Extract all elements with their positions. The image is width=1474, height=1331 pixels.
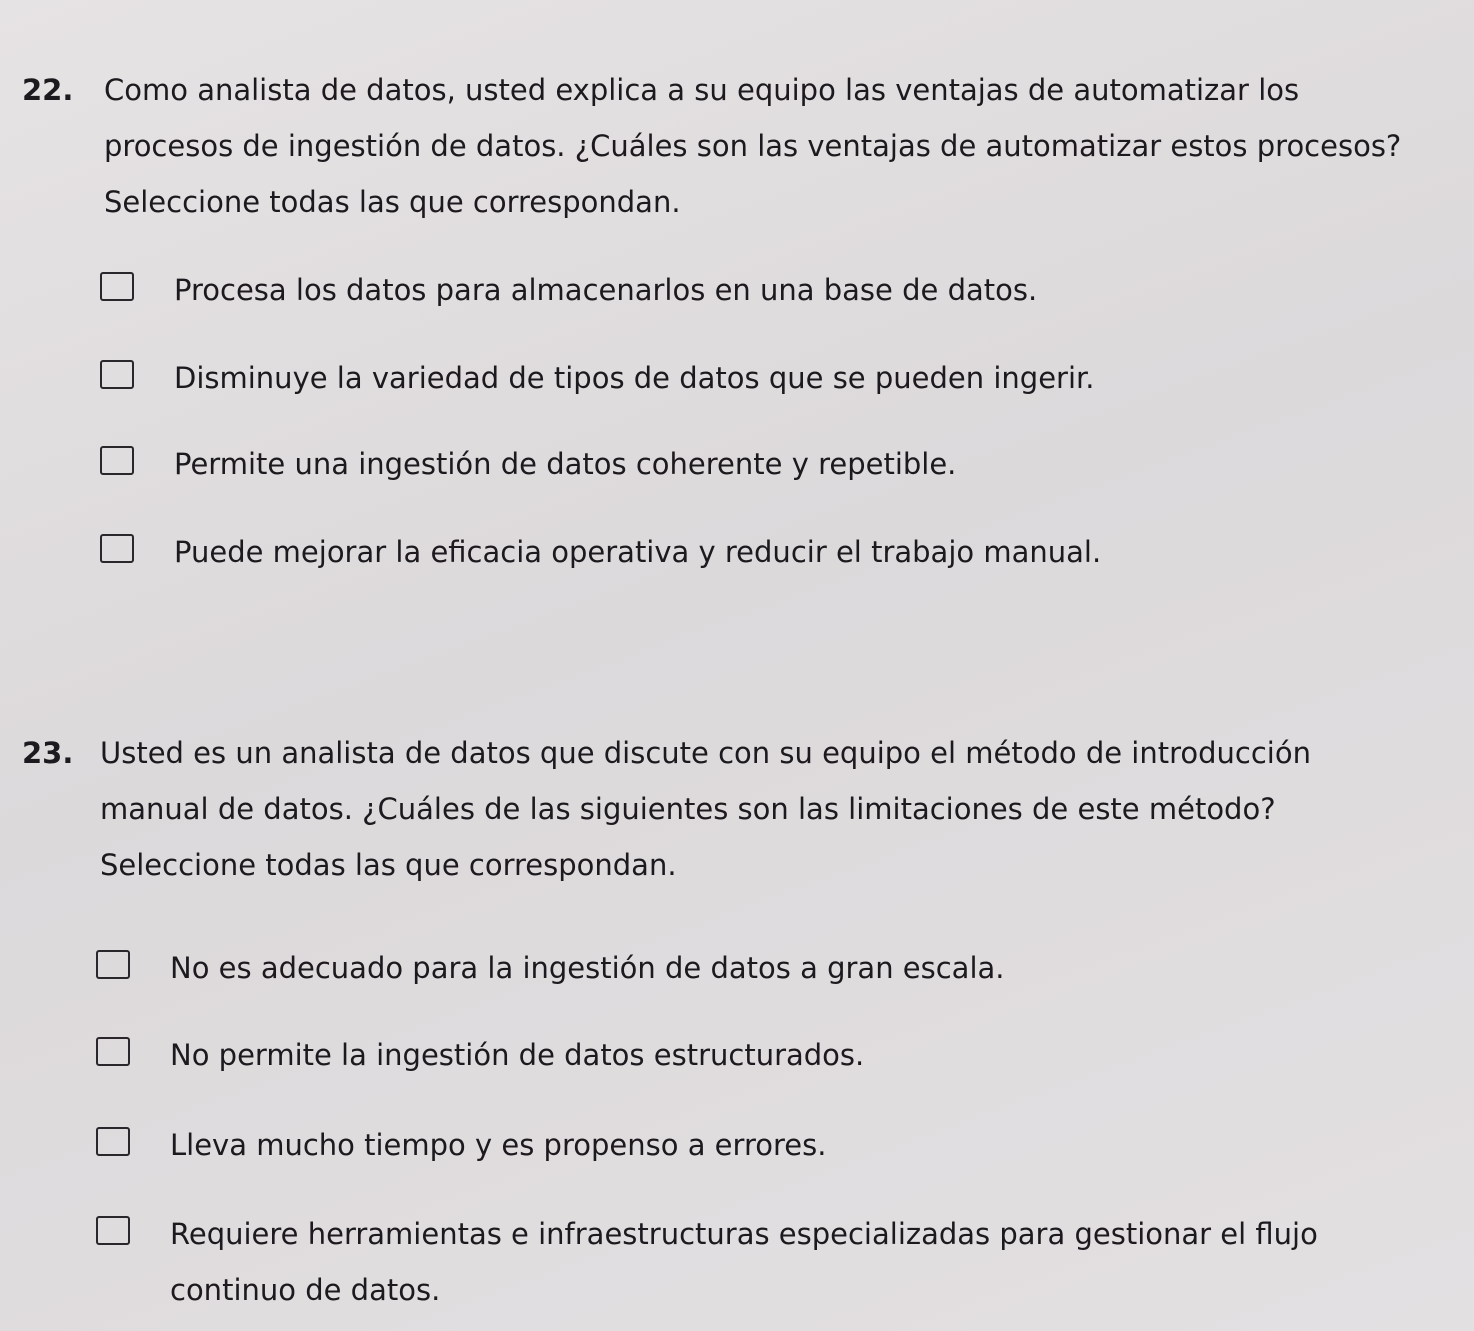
question-prompt: Usted es un analista de datos que discute con su equipo el método de introducción manual de datos. ¿Cuáles de las siguientes son las limitaciones de este método? Seleccione todas las que correspondan. (100, 736, 1311, 882)
checkbox[interactable] (96, 1037, 130, 1066)
option-label[interactable]: Procesa los datos para almacenarlos en una base de datos. (174, 273, 1038, 307)
answer-option[interactable] (100, 262, 1430, 318)
question-number: 22. (22, 73, 74, 107)
answer-option[interactable] (100, 350, 1430, 406)
answer-option[interactable] (96, 940, 1426, 996)
answer-option[interactable] (100, 436, 1430, 492)
option-label[interactable]: No es adecuado para la ingestión de datos a gran escala. (170, 951, 1005, 985)
answer-option[interactable] (96, 1206, 1426, 1318)
answer-option[interactable] (96, 1117, 1426, 1173)
question-number: 23. (22, 736, 74, 770)
option-label[interactable]: Disminuye la variedad de tipos de datos que se pueden ingerir. (174, 361, 1095, 395)
option-label[interactable]: Permite una ingestión de datos coherente y repetible. (174, 447, 957, 481)
checkbox[interactable] (100, 446, 134, 475)
checkbox[interactable] (96, 1216, 130, 1245)
question-prompt: Como analista de datos, usted explica a su equipo las ventajas de automatizar los procesos de ingestión de datos. ¿Cuáles son las ventajas de automatizar estos procesos? Seleccione todas las que correspondan. (104, 73, 1402, 219)
option-label[interactable]: No permite la ingestión de datos estructurados. (170, 1038, 865, 1072)
checkbox[interactable] (100, 534, 134, 563)
answer-option[interactable] (100, 524, 1430, 580)
checkbox[interactable] (96, 950, 130, 979)
checkbox[interactable] (100, 272, 134, 301)
answer-option[interactable] (96, 1027, 1426, 1083)
checkbox[interactable] (96, 1127, 130, 1156)
checkbox[interactable] (100, 360, 134, 389)
option-label[interactable]: Requiere herramientas e infraestructuras especializadas para gestionar el flujo continuo de datos. (170, 1217, 1318, 1307)
option-label[interactable]: Puede mejorar la eficacia operativa y reducir el trabajo manual. (174, 535, 1102, 569)
option-label[interactable]: Lleva mucho tiempo y es propenso a errores. (170, 1128, 827, 1162)
